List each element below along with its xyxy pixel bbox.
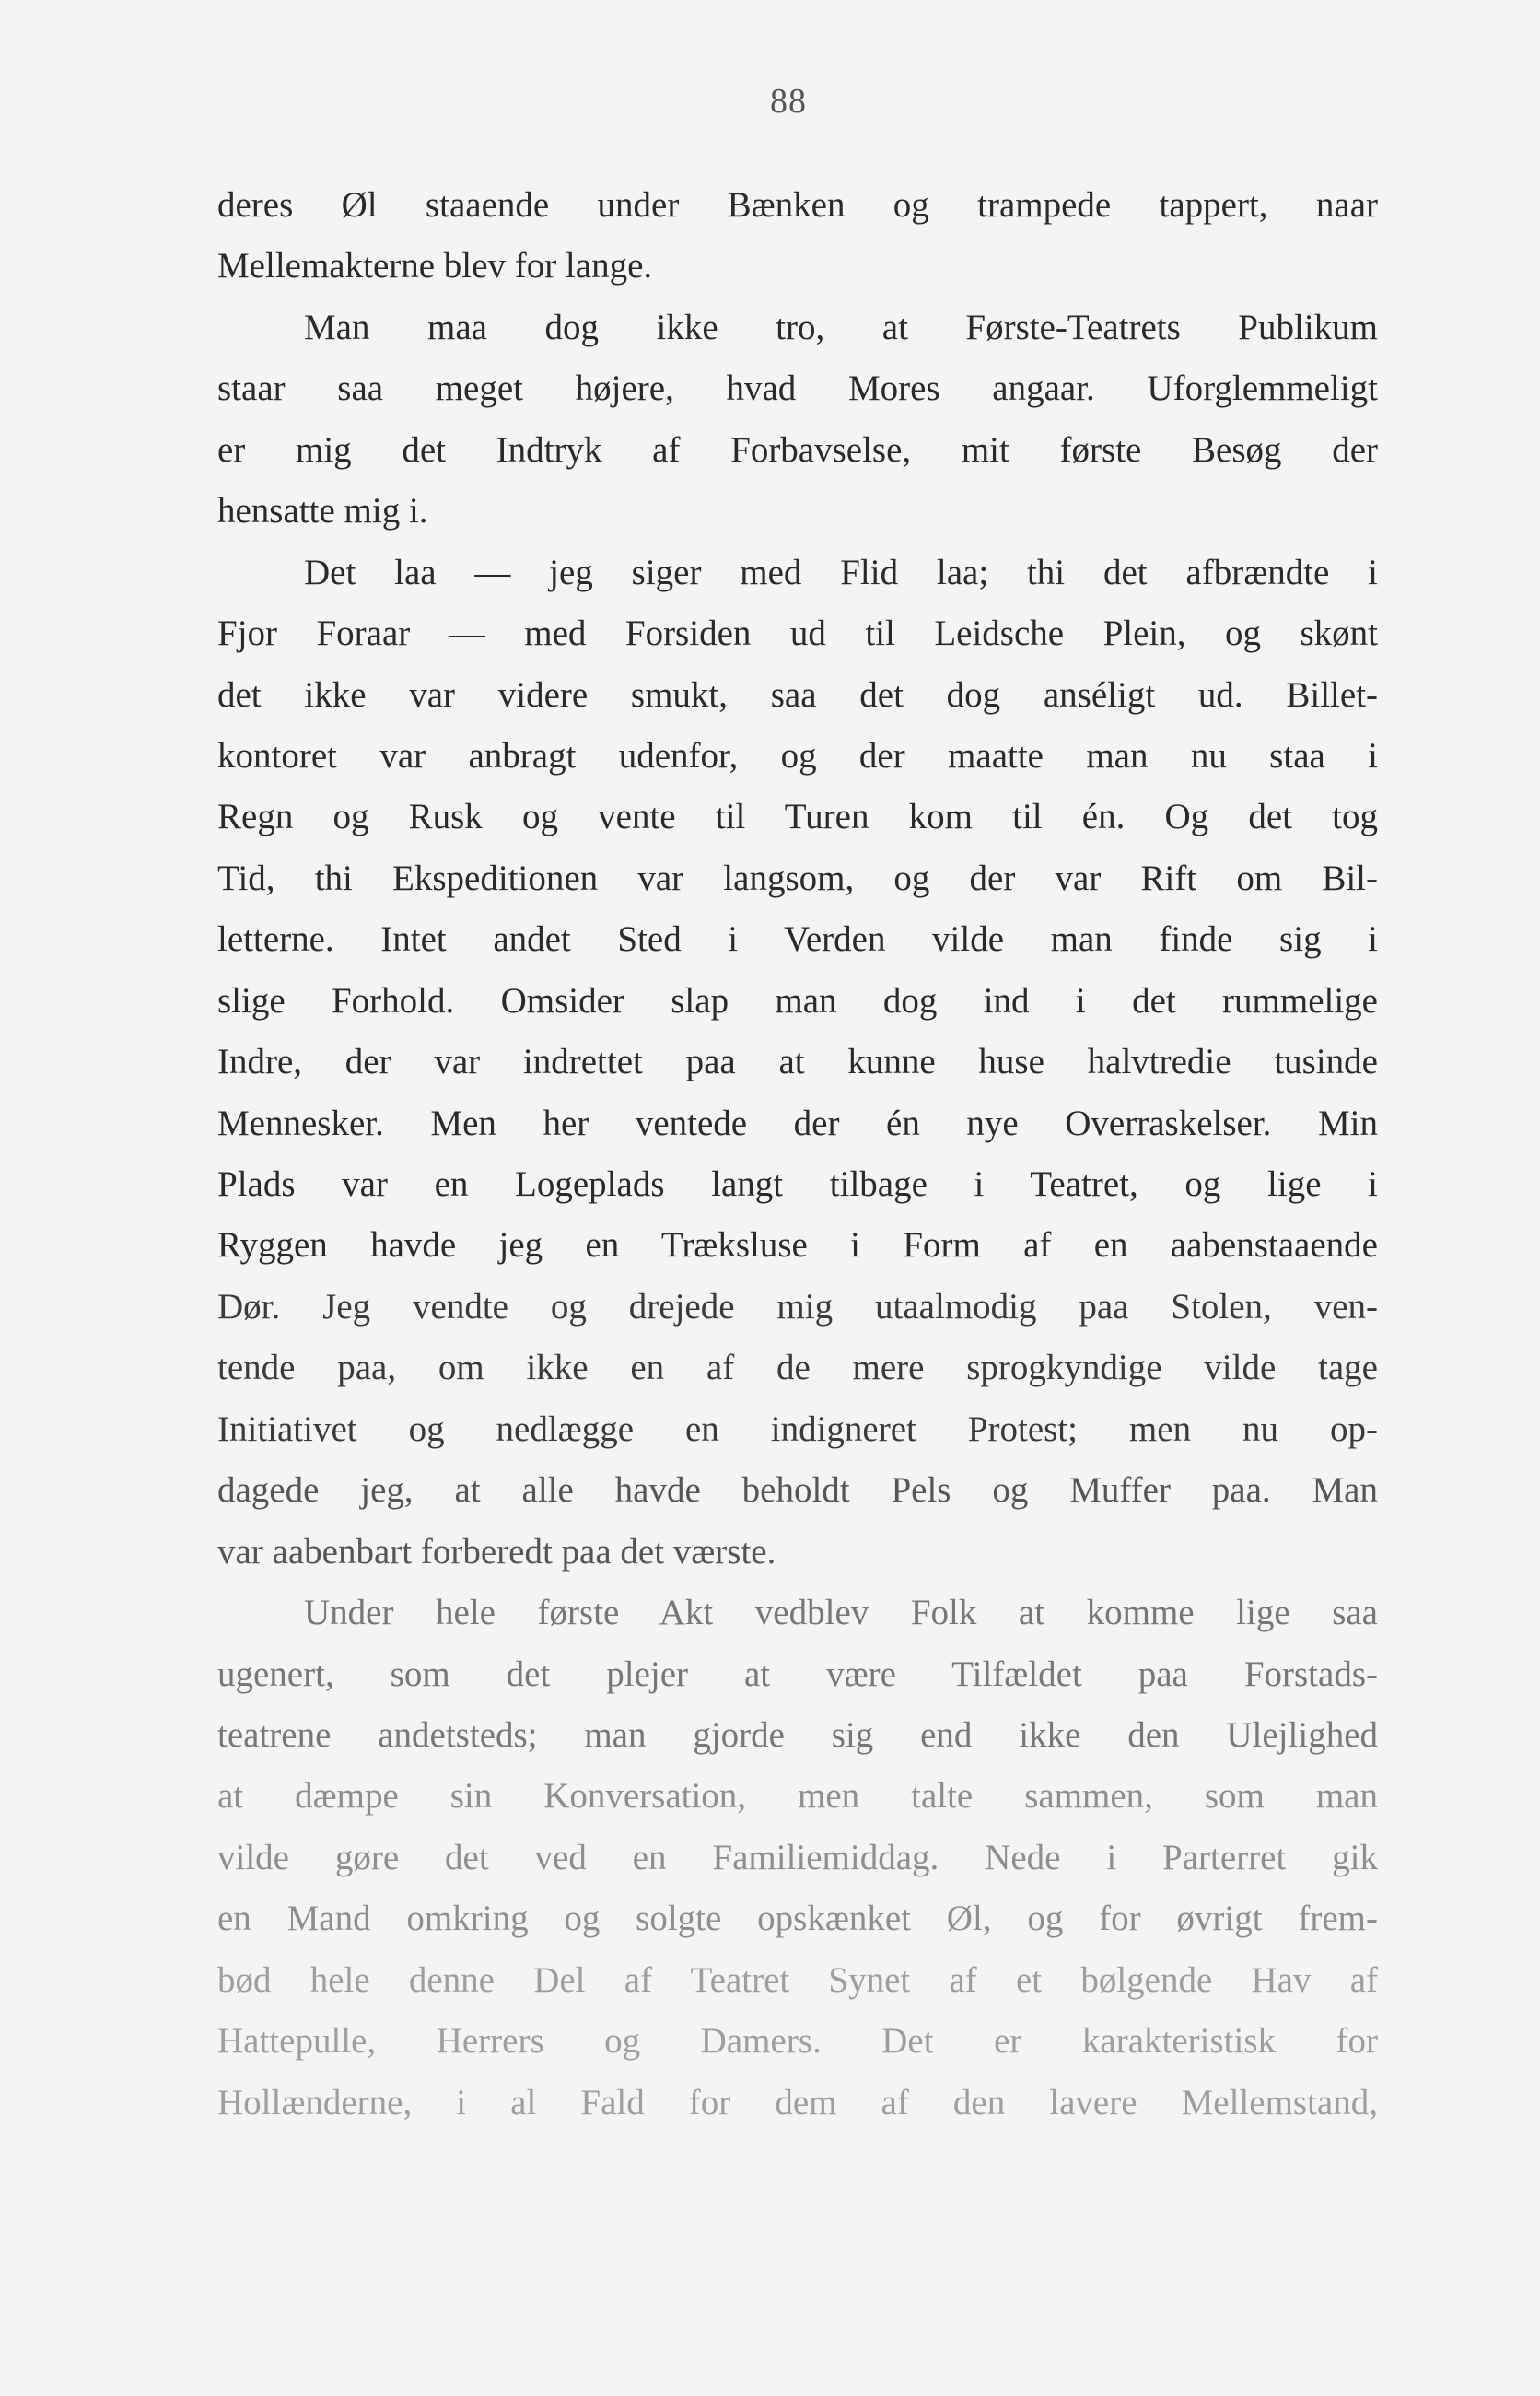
text-line: teatrene andetsteds; man gjorde sig end ikke den Ulejlighed — [217, 1714, 1378, 1755]
text-line: Hattepulle, Herrers og Damers. Det er karakteristisk for — [217, 2021, 1378, 2062]
text-line: vilde gøre det ved en Familiemiddag. Nede i Parterret gik — [217, 1837, 1378, 1877]
text-line: letterne. Intet andet Sted i Verden vilde man finde sig i — [217, 919, 1378, 960]
text-line: Plads var en Logeplads langt tilbage i Teatret, og lige i — [217, 1164, 1378, 1204]
text-line: slige Forhold. Omsider slap man dog ind i det rummelige — [217, 980, 1378, 1021]
text-line: Man maa dog ikke tro, at Første-Teatrets Publikum — [304, 307, 1378, 347]
text-line: Tid, thi Ekspeditionen var langsom, og der var Rift om Bil- — [217, 858, 1378, 898]
body-text — [217, 175, 1378, 2133]
text-line: dagede jeg, at alle havde beholdt Pels og Muffer paa. Man — [217, 1470, 1378, 1511]
text-line: tende paa, om ikke en af de mere sprogkyndige vilde tage — [217, 1348, 1378, 1388]
text-line: kontoret var anbragt udenfor, og der maatte man nu staa i — [217, 735, 1378, 776]
text-line: Hollænderne, i al Fald for dem af den lavere Mellemstand, — [217, 2082, 1378, 2122]
text-line: Ryggen havde jeg en Træksluse i Form af en aabenstaaende — [217, 1225, 1378, 1266]
text-line: Under hele første Akt vedblev Folk at komme lige saa — [304, 1593, 1378, 1633]
text-line: hensatte mig i. — [217, 491, 428, 532]
text-line: Dør. Jeg vendte og drejede mig utaalmodig paa Stolen, ven- — [217, 1286, 1378, 1327]
text-line: en Mand omkring og solgte opskænket Øl, og for øvrigt frem- — [217, 1899, 1378, 1939]
text-line: det ikke var videre smukt, saa det dog anséligt ud. Billet- — [217, 674, 1378, 715]
text-line: deres Øl staaende under Bænken og trampede tappert, naar — [217, 185, 1378, 225]
text-line: Regn og Rusk og vente til Turen kom til én. Og det tog — [217, 797, 1378, 837]
text-line: var aabenbart forberedt paa det værste. — [217, 1531, 776, 1572]
text-line: Initiativet og nedlægge en indigneret Protest; men nu op- — [217, 1408, 1378, 1449]
text-line: Det laa — jeg siger med Flid laa; thi det afbrændte i — [304, 552, 1378, 592]
text-line: Fjor Foraar — med Forsiden ud til Leidsche Plein, og skønt — [217, 614, 1378, 654]
text-line: Indre, der var indrettet paa at kunne huse halvtredie tusinde — [217, 1042, 1378, 1082]
text-line: ugenert, som det plejer at være Tilfældet paa Forstads- — [217, 1654, 1378, 1694]
page-number: 88 — [770, 82, 807, 121]
text-line: er mig det Indtryk af Forbavselse, mit første Besøg der — [217, 429, 1378, 470]
text-line: bød hele denne Del af Teatret Synet af et bølgende Hav af — [217, 1959, 1378, 2000]
text-line: Mellemakterne blev for lange. — [217, 246, 653, 286]
text-line: Mennesker. Men her ventede der én nye Overraskelser. Min — [217, 1103, 1378, 1143]
text-line: at dæmpe sin Konversation, men talte sammen, som man — [217, 1776, 1378, 1817]
text-line: staar saa meget højere, hvad Mores angaar. Uforglemmeligt — [217, 368, 1378, 409]
